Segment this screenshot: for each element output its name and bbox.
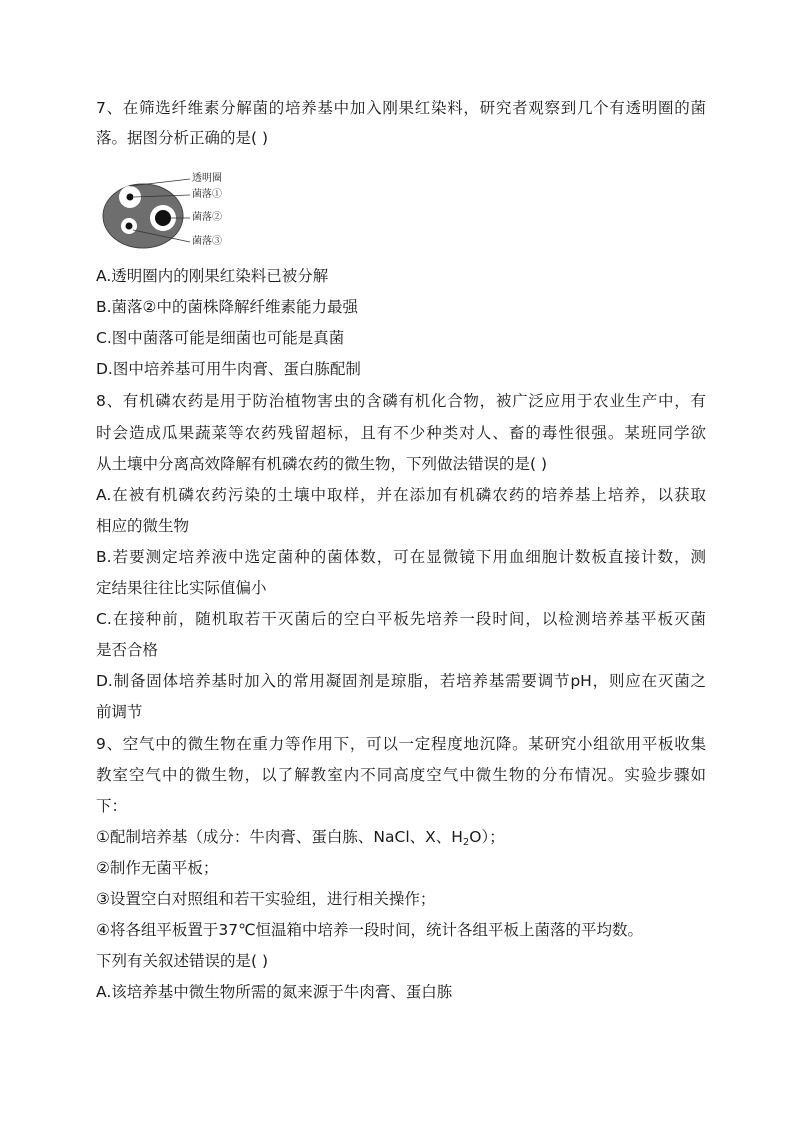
q7-stem-line-1: 7、在筛选纤维素分解菌的培养基中加入刚果红染料，研究者观察到几个有透明圈的菌 [96,99,706,117]
q7-option-a: A.透明圈内的刚果红染料已被分解 [96,267,329,285]
q9-step-1-suffix: O）； [469,828,505,846]
colony-2 [155,210,171,226]
q8-option-c-line-2: 是否合格 [96,641,159,659]
q9-step-1 [96,827,706,847]
q7-stem-line-2: 落。据图分析正确的是( ) [96,129,269,147]
q7-option-b: B.菌落②中的菌株降解纤维素能力最强 [96,298,358,316]
q8-option-c-line-1: C.在接种前，随机取若干灭菌后的空白平板先培养一段时间，以检测培养基平板灭菌 [96,610,706,628]
label-colony-3: 菌落③ [192,236,222,247]
q9-stem-line-3: 下： [96,797,128,815]
colony-1 [127,194,134,201]
q8-option-b-line-1: B.若要测定培养液中选定菌种的菌体数，可在显微镜下用血细胞计数板直接计数，测 [96,548,706,566]
label-colony-1: 菌落① [192,189,222,200]
label-halo: 透明圈 [192,173,222,184]
q8-option-d-line-2: 前调节 [96,703,143,721]
q9-stem-line-1: 9、空气中的微生物在重力等作用下，可以一定程度地沉降。某研究小组欲用平板收集 [96,735,706,753]
q9-step-1-subscript: 2 [462,837,470,848]
q9-option-a: A.该培养基中微生物所需的氮来源于牛肉膏、蛋白胨 [96,983,453,1001]
q8-stem-line-3: 从土壤中分离高效降解有机磷农药的微生物，下列做法错误的是( ) [96,455,548,473]
q9-prompt: 下列有关叙述错误的是( ) [96,952,269,970]
q9-step-4: ④将各组平板置于37℃恒温箱中培养一段时间，统计各组平板上菌落的平均数。 [96,921,644,939]
q8-option-b-line-2: 定结果往往比实际值偏小 [96,579,267,597]
q8-stem-line-2: 时会造成瓜果蔬菜等农药残留超标，且有不少种类对人、畜的毒性很强。某班同学欲 [96,424,706,442]
q8-option-a-line-2: 相应的微生物 [96,517,190,535]
q8-option-a-line-1: A.在被有机磷农药污染的土壤中取样，并在添加有机磷农药的培养基上培养，以获取 [96,486,706,504]
q7-option-c: C.图中菌落可能是细菌也可能是真菌 [96,329,345,347]
petri-dish-figure [100,170,240,250]
q8-option-d-line-1: D.制备固体培养基时加入的常用凝固剂是琼脂，若培养基需要调节pH，则应在灭菌之 [96,672,706,690]
label-colony-2: 菌落② [192,212,222,223]
leader-line-halo [130,179,190,186]
q8-stem-line-1: 8、有机磷农药是用于防治植物害虫的含磷有机化合物，被广泛应用于农业生产中，有 [96,392,706,410]
q9-step-3: ③设置空白对照组和若干实验组，进行相关操作； [96,890,436,908]
q9-step-2: ②制作无菌平板； [96,859,219,877]
q9-step-1-prefix: ①配制培养基（成分：牛肉膏、蛋白胨、NaCl、X、H [96,828,463,846]
q9-stem-line-2: 教室空气中的微生物，以了解教室内不同高度空气中微生物的分布情况。实验步骤如 [96,766,706,784]
q7-option-d: D.图中培养基可用牛肉膏、蛋白胨配制 [96,360,361,378]
colony-3 [126,223,133,230]
